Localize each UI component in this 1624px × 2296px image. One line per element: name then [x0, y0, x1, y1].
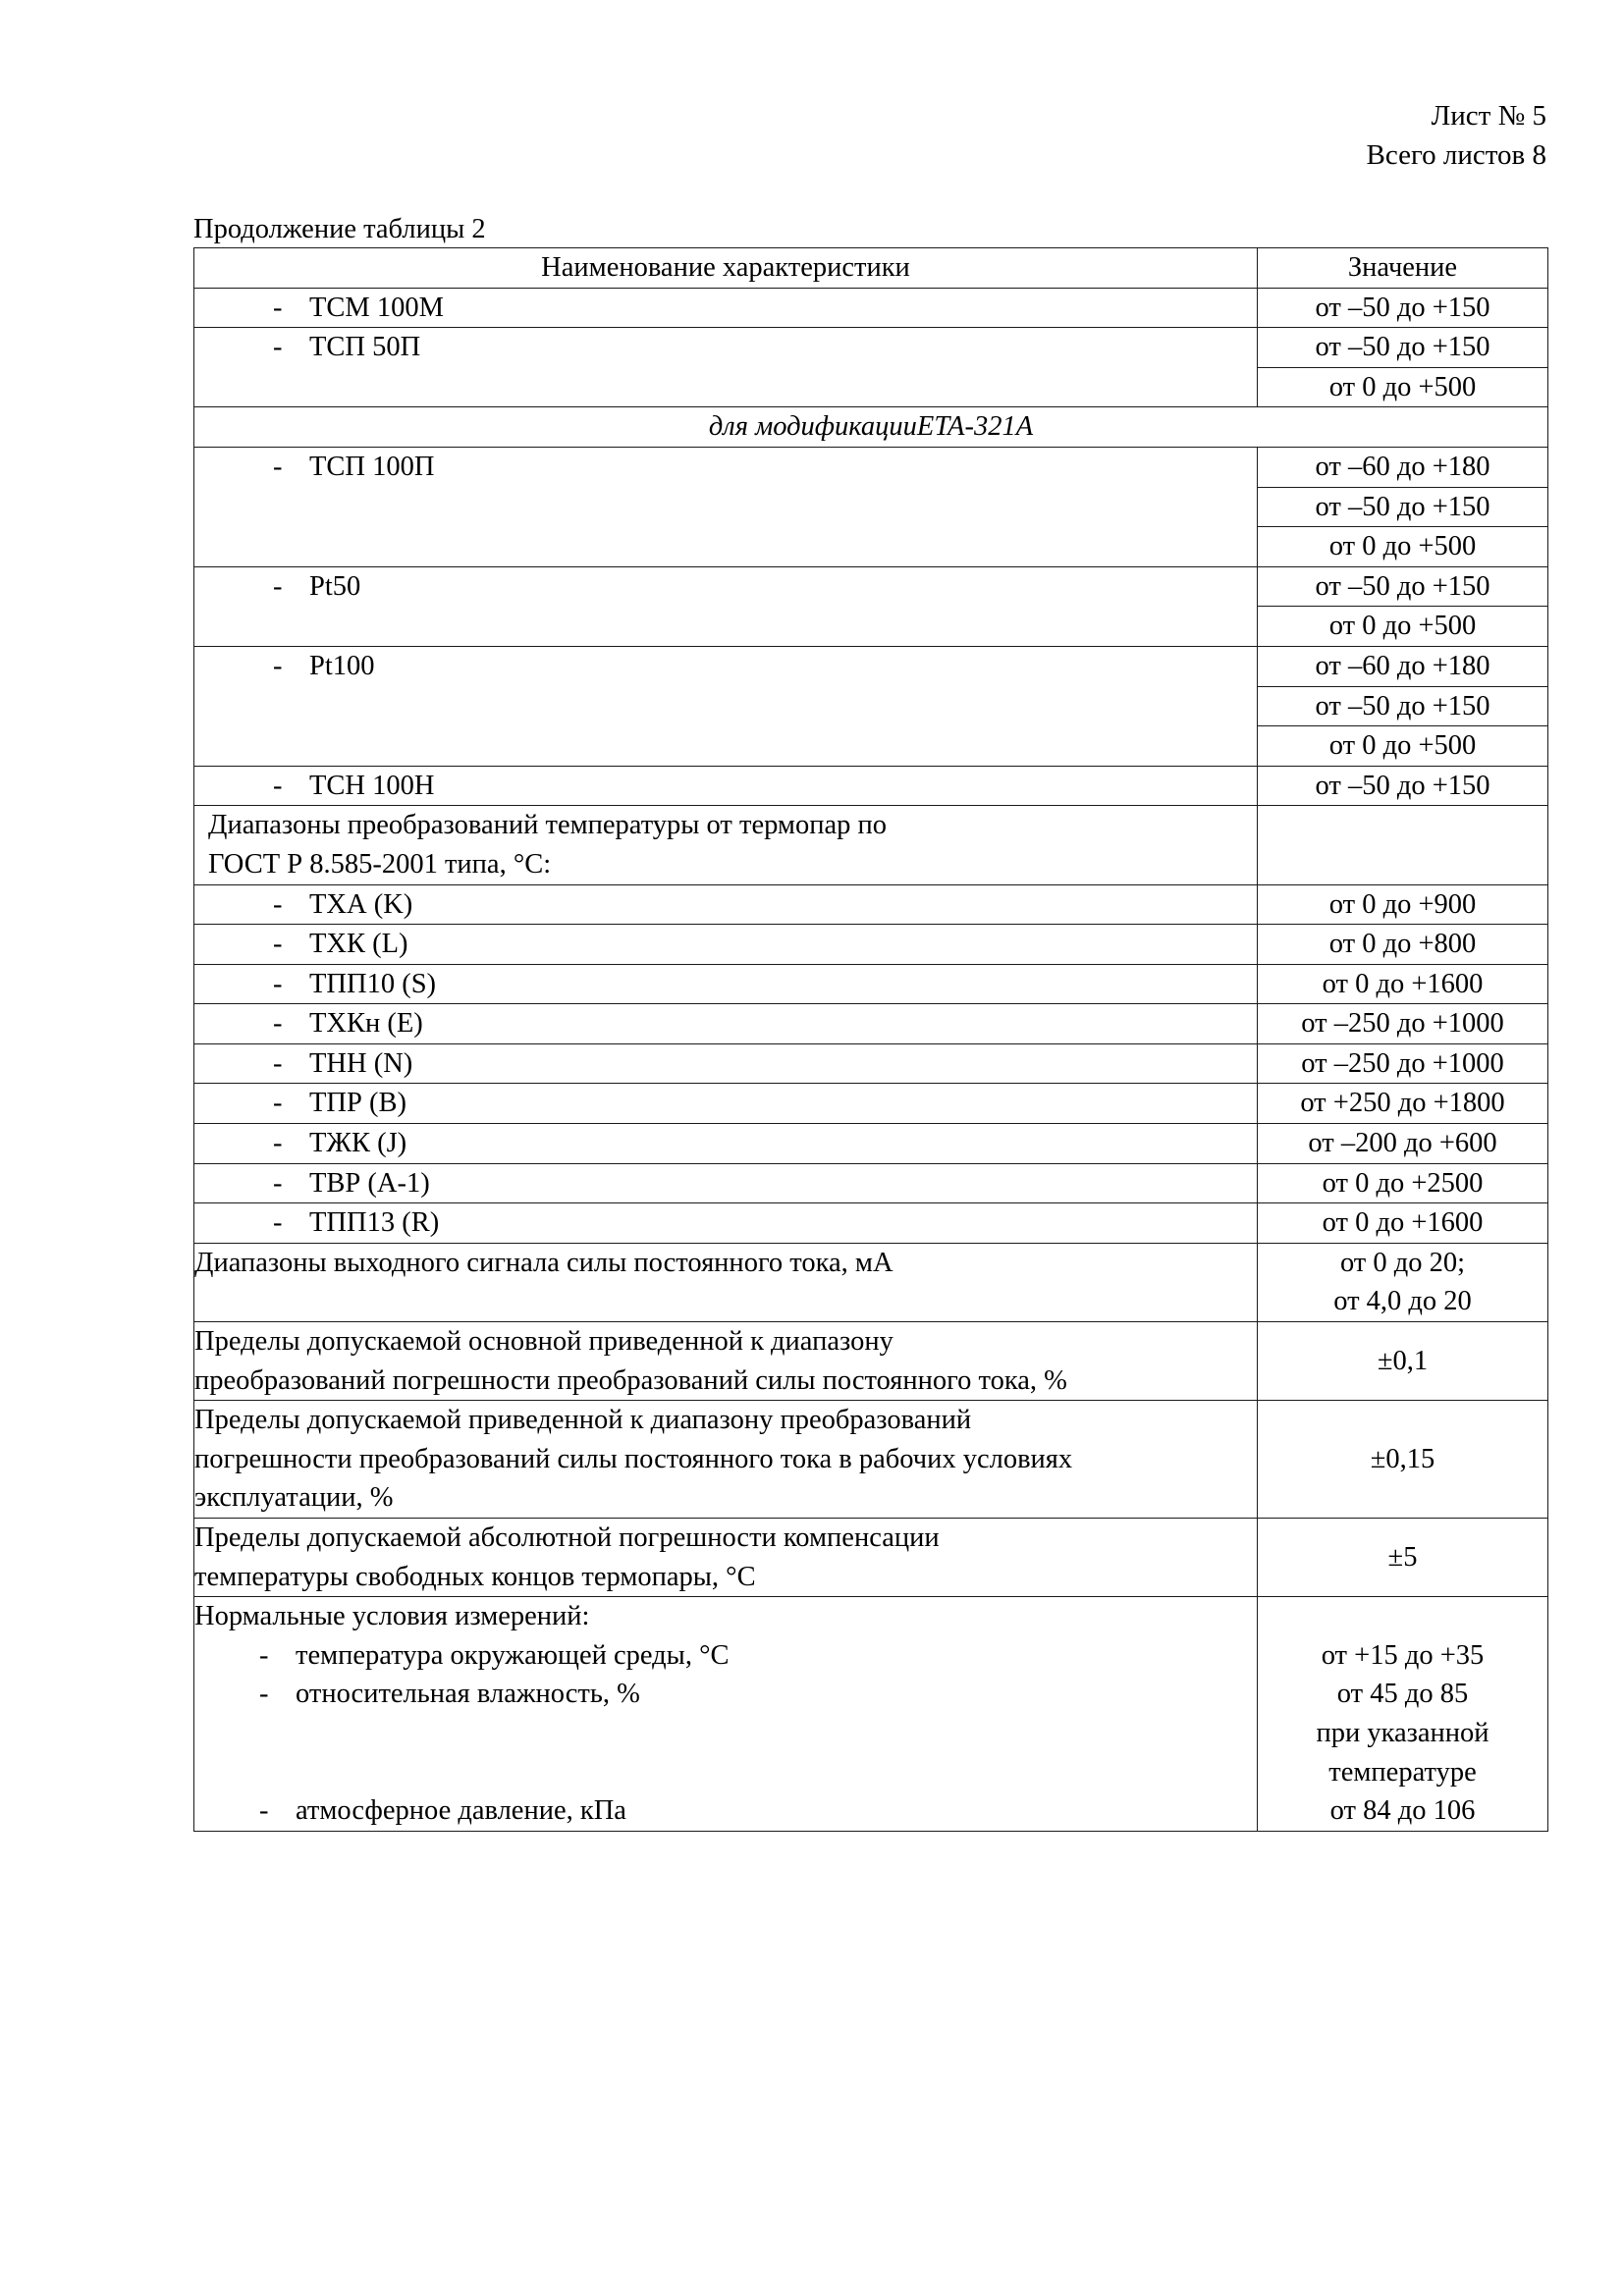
- list-dash: -: [273, 770, 283, 801]
- list-dash: -: [273, 1207, 283, 1239]
- table-row: [194, 1597, 1548, 1832]
- list-dash: -: [273, 888, 283, 920]
- section-row: [194, 407, 1548, 448]
- condition-value: при указанной: [1316, 1717, 1489, 1748]
- table-row: [194, 884, 1548, 925]
- list-dash: -: [273, 1047, 283, 1079]
- list-dash: -: [273, 292, 283, 323]
- thermocouple-value: от 0 до +1600: [1258, 964, 1548, 1004]
- table-row: [194, 806, 1548, 884]
- thermocouple-name: ТЖК (J): [309, 1128, 407, 1159]
- output-signal-value: от 0 до 20;: [1339, 1247, 1466, 1278]
- sensor-name: Pt50: [309, 570, 361, 602]
- page-header: [1367, 96, 1546, 175]
- sensor-value: от –60 до +180: [1258, 646, 1548, 686]
- table-row: [194, 646, 1548, 686]
- basic-error-label: преобразований погрешности преобразований силы постоянного тока, %: [194, 1364, 1067, 1396]
- spec-table: [193, 247, 1548, 1832]
- list-dash: -: [259, 1795, 269, 1827]
- condition-value: от 84 до 106: [1329, 1795, 1476, 1827]
- table-row: [194, 328, 1548, 368]
- operating-error-label: Пределы допускаемой приведенной к диапазону преобразований: [194, 1405, 972, 1436]
- table-row: [194, 1519, 1548, 1597]
- sensor-name: ТСМ 100М: [309, 292, 444, 323]
- sensor-value: от 0 до +500: [1258, 607, 1548, 647]
- column-header-name: Наименование характеристики: [194, 248, 1258, 289]
- table-caption: Продолжение таблицы 2: [193, 214, 486, 244]
- list-dash: -: [273, 968, 283, 999]
- table-row: [194, 566, 1548, 607]
- basic-error-value: ±0,1: [1258, 1322, 1548, 1401]
- condition-name: относительная влажность, %: [296, 1679, 640, 1710]
- sensor-value: от 0 до +500: [1258, 527, 1548, 567]
- sensor-value: от –50 до +150: [1258, 566, 1548, 607]
- thermocouple-name: ТХА (K): [309, 888, 413, 920]
- table-row: [194, 447, 1548, 487]
- operating-error-label: эксплуатации, %: [194, 1482, 394, 1514]
- thermocouple-name: ТВР (А-1): [309, 1167, 430, 1199]
- table-row: [194, 1243, 1548, 1321]
- sheet-number: Лист № 5: [1431, 100, 1546, 132]
- list-dash: -: [259, 1679, 269, 1710]
- list-dash: -: [273, 650, 283, 681]
- condition-value: температуре: [1328, 1756, 1477, 1788]
- sensor-name: Pt100: [309, 650, 375, 681]
- section-title: для модификацииETA-321A: [194, 407, 1548, 448]
- condition-name: атмосферное давление, кПа: [296, 1795, 626, 1827]
- output-signal-label: Диапазоны выходного сигнала силы постоянного тока, мА: [194, 1243, 1258, 1321]
- operating-error-value: ±0,15: [1258, 1401, 1548, 1519]
- operating-error-label: погрешности преобразований силы постоянного тока в рабочих условиях: [194, 1443, 1073, 1474]
- condition-name: температура окружающей среды, °С: [296, 1639, 730, 1671]
- thermocouple-name: ТХК (L): [309, 929, 408, 960]
- table-row: [194, 288, 1548, 328]
- basic-error-label: Пределы допускаемой основной приведенной к диапазону: [194, 1326, 893, 1358]
- list-dash: -: [273, 1128, 283, 1159]
- list-dash: -: [259, 1639, 269, 1671]
- thermocouple-name: ТПР (B): [309, 1088, 406, 1119]
- sensor-value: от 0 до +500: [1258, 726, 1548, 767]
- table-row: [194, 1322, 1548, 1401]
- list-dash: -: [273, 1167, 283, 1199]
- thermocouple-value: от –200 до +600: [1258, 1124, 1548, 1164]
- sensor-value: от –50 до +150: [1258, 288, 1548, 328]
- sensor-value: от –50 до +150: [1258, 328, 1548, 368]
- sensor-name: ТСН 100Н: [309, 770, 435, 801]
- cjc-error-label: Пределы допускаемой абсолютной погрешности компенсации: [194, 1522, 940, 1553]
- thermocouple-heading-line: ГОСТ Р 8.585-2001 типа, °С:: [208, 848, 552, 880]
- thermocouple-value: от 0 до +900: [1258, 884, 1548, 925]
- list-dash: -: [273, 1088, 283, 1119]
- thermocouple-value: от 0 до +800: [1258, 925, 1548, 965]
- sensor-value: от –60 до +180: [1258, 447, 1548, 487]
- table-row: [194, 1084, 1548, 1124]
- sensor-value: от –50 до +150: [1258, 487, 1548, 527]
- empty-cell: [1258, 806, 1548, 884]
- table-row: [194, 766, 1548, 806]
- total-sheets: Всего листов 8: [1366, 139, 1546, 171]
- sensor-name: ТСП 50П: [309, 332, 421, 363]
- condition-value: от 45 до 85: [1336, 1679, 1469, 1710]
- normal-conditions-heading: Нормальные условия измерений:: [194, 1601, 590, 1632]
- sensor-value: от –50 до +150: [1258, 766, 1548, 806]
- sensor-name: ТСП 100П: [309, 451, 435, 482]
- thermocouple-value: от 0 до +1600: [1258, 1203, 1548, 1244]
- table-row: [194, 964, 1548, 1004]
- list-dash: -: [273, 570, 283, 602]
- table-row: [194, 1163, 1548, 1203]
- table-header-row: [194, 248, 1548, 289]
- thermocouple-name: ТНН (N): [309, 1047, 413, 1079]
- thermocouple-value: от +250 до +1800: [1258, 1084, 1548, 1124]
- thermocouple-name: ТХКн (E): [309, 1008, 423, 1040]
- list-dash: -: [273, 332, 283, 363]
- list-dash: -: [273, 451, 283, 482]
- thermocouple-value: от –250 до +1000: [1258, 1004, 1548, 1044]
- column-header-value: Значение: [1258, 248, 1548, 289]
- cjc-error-label: температуры свободных концов термопары, °С: [194, 1561, 756, 1592]
- table-row: [194, 1004, 1548, 1044]
- table-row: [194, 1124, 1548, 1164]
- sensor-value: от 0 до +500: [1258, 367, 1548, 407]
- table-row: [194, 1043, 1548, 1084]
- output-signal-value: от 4,0 до 20: [1333, 1286, 1472, 1317]
- table-row: [194, 1203, 1548, 1244]
- thermocouple-name: ТПП13 (R): [309, 1207, 440, 1239]
- condition-value: от +15 до +35: [1321, 1639, 1485, 1671]
- sensor-value: от –50 до +150: [1258, 686, 1548, 726]
- thermocouple-heading-line: Диапазоны преобразований температуры от термопар по: [208, 810, 887, 841]
- table-row: [194, 1401, 1548, 1519]
- thermocouple-name: ТПП10 (S): [309, 968, 437, 999]
- list-dash: -: [273, 1008, 283, 1040]
- cjc-error-value: ±5: [1258, 1519, 1548, 1597]
- thermocouple-value: от 0 до +2500: [1258, 1163, 1548, 1203]
- table-row: [194, 925, 1548, 965]
- thermocouple-value: от –250 до +1000: [1258, 1043, 1548, 1084]
- list-dash: -: [273, 929, 283, 960]
